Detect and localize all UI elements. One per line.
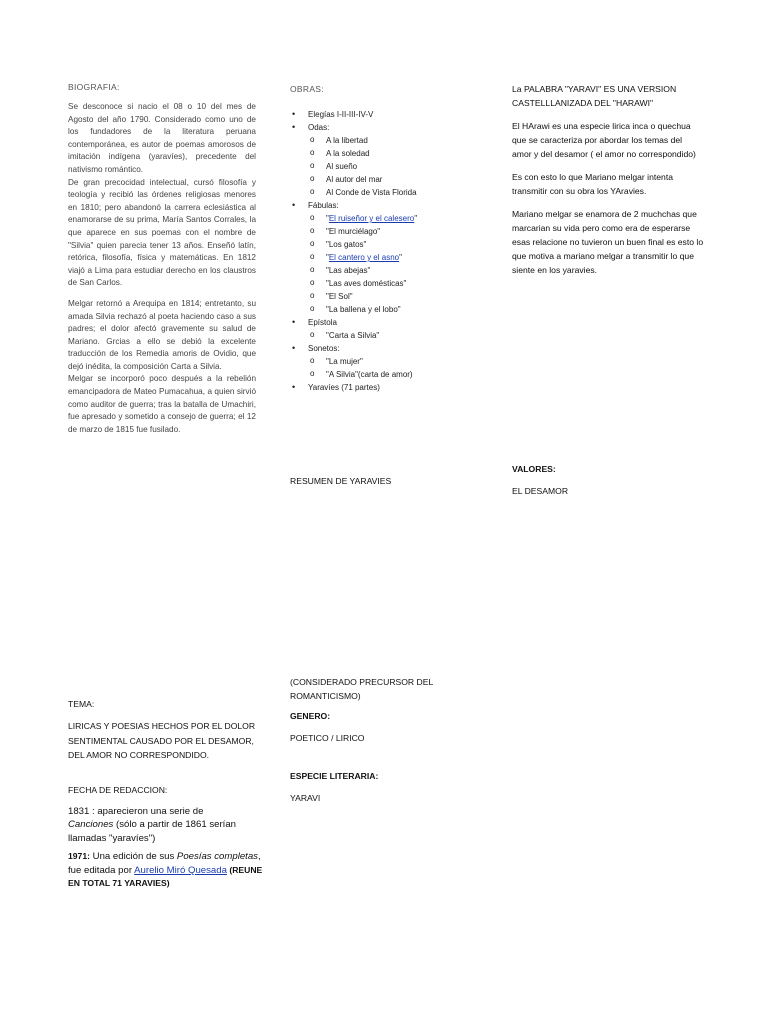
- biografia-heading: BIOGRAFIA:: [68, 82, 120, 92]
- biografia-section: [68, 82, 256, 444]
- aurelio-miro-quesada-link[interactable]: Aurelio Miró Quesada: [134, 864, 227, 876]
- biografia-paragraph: Melgar retornó a Arequipa en 1814; entretanto, su amada Silvia rechazó al poeta haciendo caso a sus padres; el dolor afectó gravemente su salud de Mariano. Grcias a ello se debió la excelente traducción de los Remedia amoris de Ovidio, que dejó inédita, la composición Carta a Silvia.: [68, 298, 256, 371]
- biografia-paragraph: Se desconoce si nacio el 08 o 10 del mes de Agosto del año 1790. Considerado como uno de los fundadores de la literatura peruana contemporánea, es autor de poemas amorosos de imitación indígena (yaravíes), precedente del nativismo romántico.: [68, 102, 256, 174]
- obras-heading: OBRAS:: [290, 84, 324, 94]
- canciones-title: Canciones: [68, 819, 114, 831]
- fecha-1971: [68, 850, 264, 891]
- genero-label: GENERO:: [290, 711, 331, 721]
- list-item-oda: o Al Conde de Vista Florida: [290, 186, 475, 199]
- list-item-fabula: o "Los gatos": [290, 238, 475, 251]
- list-item-soneto: o "A Silvia"(carta de amor): [290, 368, 475, 381]
- fecha-1831: [68, 805, 238, 846]
- list-item-fabula: o "La ballena y el lobo": [290, 303, 475, 316]
- list-item-soneto: o "La mujer": [290, 355, 475, 368]
- list-item-odas: • Odas:: [290, 121, 475, 134]
- fecha-1831-text: 1831 : aparecieron una serie de: [68, 805, 204, 817]
- quote-mark: ": [399, 253, 402, 262]
- fabula-link-ruisenor[interactable]: El ruiseñor y el calesero: [328, 214, 415, 223]
- fecha-1971-text: Una edición de sus: [89, 851, 177, 863]
- melgar-intent: Es con esto lo que Mariano melgar intenta transmitir con su obra los YAravies.: [512, 172, 673, 196]
- quote-mark: ": [326, 214, 329, 223]
- especie-label: ESPECIE LITERARIA:: [290, 771, 379, 781]
- obras-list: [290, 108, 475, 394]
- poesias-completas-title: Poesías completas: [176, 851, 258, 863]
- quote-mark: ": [414, 214, 418, 223]
- list-item-oda: o A la soledad: [290, 147, 475, 160]
- list-item-fabula: o "El murciélago": [290, 225, 475, 238]
- total-yaravies-note: (REUNE EN TOTAL 71 YARAVIES): [68, 864, 263, 889]
- fabula-link-cantero[interactable]: El cantero y el asno: [328, 253, 400, 262]
- list-item-oda: o Al sueño: [290, 160, 475, 173]
- fecha-1971-text: , fue editada por: [68, 851, 261, 876]
- obras-section: [290, 84, 475, 394]
- fecha-1971-year: 1971:: [68, 851, 90, 862]
- genero-value: POETICO / LIRICO: [290, 733, 365, 743]
- list-item-fabula: [290, 212, 475, 225]
- fecha-1831-note: (sólo a partir de 1861 serían llamadas "yaravíes"): [68, 819, 237, 844]
- list-item-yaravies: • Yaravíes (71 partes): [290, 381, 475, 394]
- list-item-oda: o A la libertad: [290, 134, 475, 147]
- list-item-epistola: • Epístola: [290, 316, 475, 329]
- valores-value: EL DESAMOR: [512, 486, 569, 496]
- list-item-fabula: [290, 251, 475, 264]
- harawi-description: El HArawi es una especie lirica inca o quechua que se caracteriza por abordar los temas del amor y del desamor ( el amor no correspondido): [512, 121, 696, 159]
- tema-section: [68, 697, 264, 899]
- resumen-heading: RESUMEN DE YARAVIES: [290, 476, 392, 486]
- quote-mark: ": [326, 253, 329, 262]
- tema-value: LIRICAS Y POESIAS HECHOS POR EL DOLOR SENTIMENTAL CAUSADO POR EL DESAMOR, DEL AMOR NO CORRESPONDIDO.: [68, 721, 256, 761]
- harawi-section: [512, 82, 704, 285]
- yaravi-definition: La PALABRA "YARAVI" ES UNA VERSION CASTELLLANIZADA DEL "HARAWI": [512, 84, 677, 108]
- list-item-fabulas: • Fábulas:: [290, 199, 475, 212]
- genero-section: [290, 675, 460, 805]
- list-item-epistola-item: o "Carta a Silvia": [290, 329, 475, 342]
- melgar-motivation: Mariano melgar se enamora de 2 muchchas que marcarian su vida pero como era de esperarse esas relacione no tuvieron un buen final es esto lo que motiva a mariano melgar a transmitir lo que siente en los yaravies.: [512, 209, 704, 275]
- valores-label: VALORES:: [512, 464, 556, 474]
- list-item-sonetos: • Sonetos:: [290, 342, 475, 355]
- list-item-oda: o Al autor del mar: [290, 173, 475, 186]
- list-item-fabula: o "Las aves domésticas": [290, 277, 475, 290]
- tema-label: TEMA:: [68, 699, 95, 709]
- list-item-fabula: o "El Sol": [290, 290, 475, 303]
- fecha-label: FECHA DE REDACCION:: [68, 784, 168, 795]
- biografia-paragraph: De gran precocidad intelectual, cursó filosofía y teología y recibió las órdenes religiosas menores en 1810; pero abandonó la carrera eclesiástica al enamorarse de su prima, María Santos Corrales, la que aparece en sus poemas con el nombre de "Silvia" quien parecia tener 13 años. Enseñó latín, retórica, filosofía, física y matemáticas. En 1812 viajó a Lima para estudiar derecho en los claustros de San Carlos.: [68, 177, 256, 288]
- list-item-elegias: • Elegías I-II-III-IV-V: [290, 108, 475, 121]
- especie-value: YARAVI: [290, 793, 321, 803]
- biografia-paragraph: Melgar se incorporó poco después a la rebelión emancipadora de Mateo Pumacahua, a quien sirvió como auditor de guerra; tras la batalla de Umachiri, fue apresado y sometido a consejo de guerra; el 12 de marzo de 1815 fue fusilado.: [68, 374, 256, 434]
- list-item-fabula: o "Las abejas": [290, 264, 475, 277]
- precursor-note: (CONSIDERADO PRECURSOR DEL ROMANTICISMO): [290, 677, 433, 701]
